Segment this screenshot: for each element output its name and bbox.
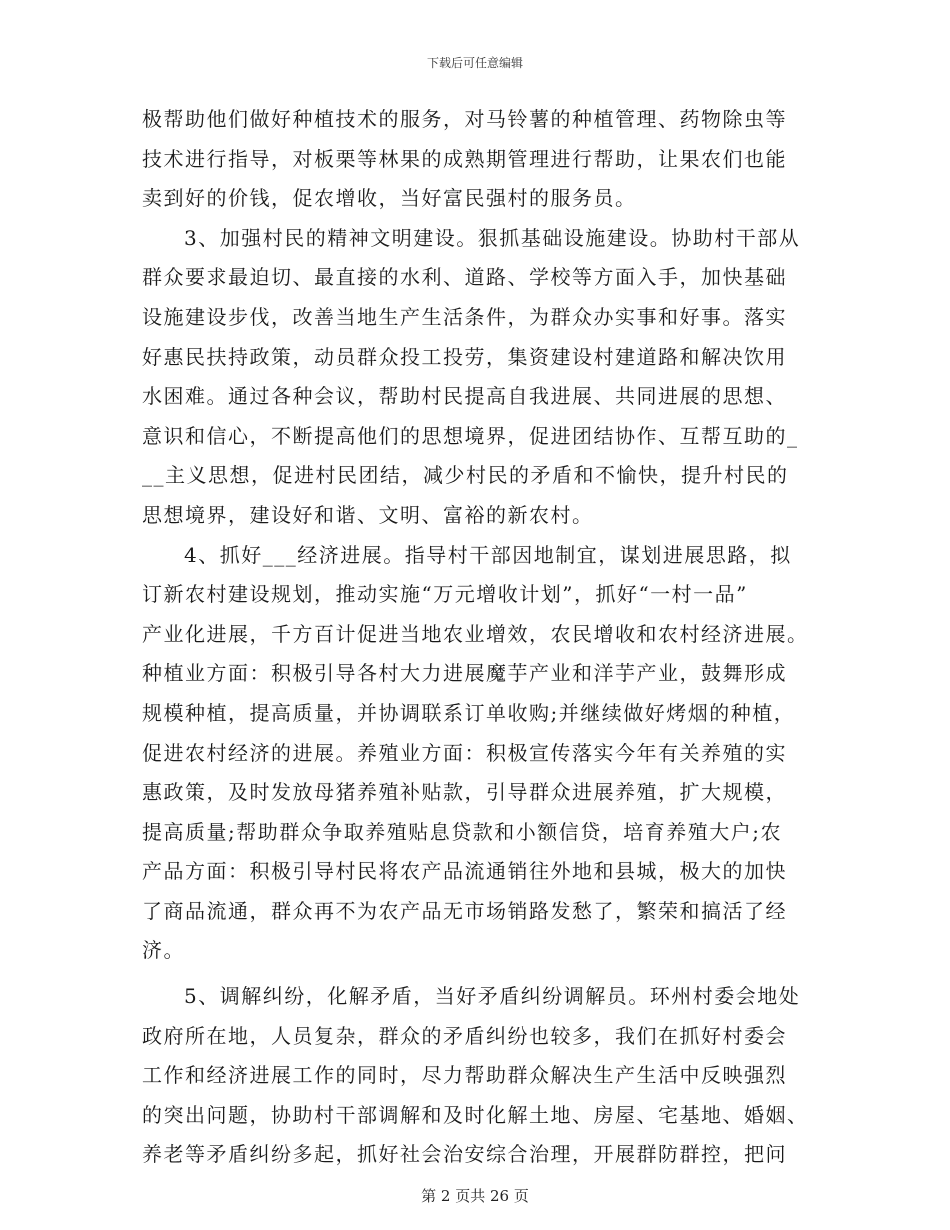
text-line: 了商品流通，群众再不为农产品无市场销路发愁了，繁荣和搞活了经 xyxy=(142,898,787,923)
paragraph-1 xyxy=(142,100,812,219)
text-line: 济。 xyxy=(142,938,185,963)
text-line: 养老等矛盾纠纷多起，抓好社会治安综合治理，开展群防群控，把问 xyxy=(142,1142,787,1167)
paragraph-3 xyxy=(142,536,812,972)
text-line: 种植业方面：积极引导各村大力进展魔芋产业和洋芋产业，鼓舞形成 xyxy=(142,661,787,686)
text-line: 规模种植，提高质量，并协调联系订单收购;并继续做好烤烟的种植， xyxy=(142,700,796,725)
text-line: 卖到好的价钱，促农增收，当好富民强村的服务员。 xyxy=(142,186,637,211)
page-footer: 第 2 页共 26 页 xyxy=(421,1187,529,1205)
text-line: 订新农村建设规划，推动实施“万元增收计划”，抓好“一村一品” xyxy=(142,582,748,607)
text-line: 意识和信心，不断提高他们的思想境界，促进团结协作、互帮互助的_ xyxy=(142,423,799,448)
document-body xyxy=(142,100,812,1175)
text-line: 提高质量;帮助群众争取养殖贴息贷款和小额信贷，培育养殖大户;农 xyxy=(142,819,782,844)
text-line: 4、抓好___经济进展。指导村干部因地制宜，谋划进展思路，拟 xyxy=(184,542,792,567)
text-line: 工作和经济进展工作的同时，尽力帮助群众解决生产生活中反映强烈 xyxy=(142,1063,787,1088)
text-line: 技术进行指导，对板栗等林果的成熟期管理进行帮助，让果农们也能 xyxy=(142,146,787,171)
text-line: 思想境界，建设好和谐、文明、富裕的新农村。 xyxy=(142,502,594,527)
text-line: 水困难。通过各种会议，帮助村民提高自我进展、共同进展的思想、 xyxy=(142,384,787,409)
text-line: 政府所在地，人员复杂，群众的矛盾纠纷也较多，我们在抓好村委会 xyxy=(142,1023,787,1048)
text-line: 极帮助他们做好种植技术的服务，对马铃薯的种植管理、药物除虫等 xyxy=(142,107,787,131)
paragraph-4 xyxy=(142,977,812,1175)
paragraph-2 xyxy=(142,219,812,536)
text-line: 好惠民扶持政策，动员群众投工投劳，集资建设村建道路和解决饮用 xyxy=(142,344,787,369)
text-line: 促进农村经济的进展。养殖业方面：积极宣传落实今年有关养殖的实 xyxy=(142,740,787,765)
text-line: 惠政策，及时发放母猪养殖补贴款，引导群众进展养殖，扩大规模， xyxy=(142,780,787,805)
text-line: 3、加强村民的精神文明建设。狠抓基础设施建设。协助村干部从 xyxy=(184,225,801,250)
page-header: 下载后可任意编辑 xyxy=(426,56,523,70)
text-line: 的突出问题，协助村干部调解和及时化解土地、房屋、宅基地、婚姻、 xyxy=(142,1102,809,1127)
text-line: 群众要求最迫切、最直接的水利、道路、学校等方面入手，加快基础 xyxy=(142,265,787,290)
text-line: 5、调解纠纷，化解矛盾，当好矛盾纠纷调解员。环州村委会地处 xyxy=(184,984,801,1009)
text-line: 产业化进展，千方百计促进当地农业增效，农民增收和农村经济进展。 xyxy=(142,621,809,646)
text-line: 设施建设步伐，改善当地生产生活条件，为群众办实事和好事。落实 xyxy=(142,304,787,329)
text-line: 产品方面：积极引导村民将农产品流通销往外地和县城，极大的加快 xyxy=(142,859,787,884)
text-line: __主义思想，促进村民团结，减少村民的矛盾和不愉快，提升村民的 xyxy=(142,463,789,488)
